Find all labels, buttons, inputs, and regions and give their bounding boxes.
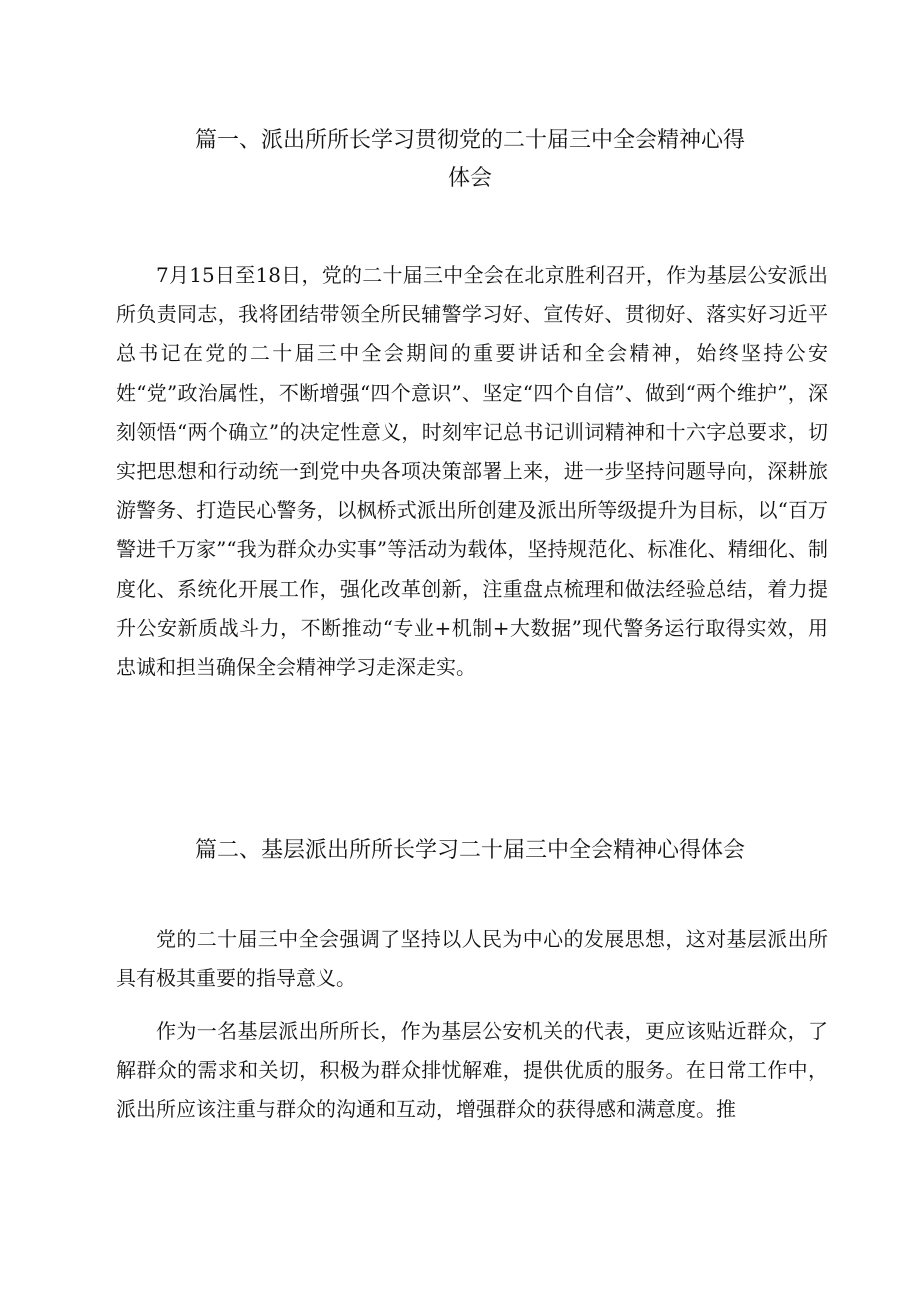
section2-title: 篇二、基层派出所所长学习二十届三中全会精神心得体会 — [194, 838, 745, 863]
section1-title-line2: 体会 — [447, 166, 492, 191]
section1-title-line1: 篇一、派出所所长学习贯彻党的二十届三中全会精神心得 — [194, 128, 745, 153]
section1-title — [110, 122, 830, 198]
section2-paragraph-2: 作为一名基层派出所所长，作为基层公安机关的代表，更应该贴近群众，了解群众的需求和关切，积极为群众排忧解难，提供优质的服务。在日常工作中，派出所应该注重与群众的沟通和互动，增强群众的获得感和满意度。推 — [116, 1019, 828, 1122]
section1-paragraph: 7月15日至18日，党的二十届三中全会在北京胜利召开，作为基层公安派出所负责同志，我将团结带领全所民辅警学习好、宣传好、贯彻好、落实好习近平总书记在党的二十届三中全会期间的重要讲话和全会精神，始终坚持公安姓“党”政治属性，不断增强“四个意识”、坚定“四个自信”、做到“两个维护”，深刻领悟“两个确立”的决定性意义，时刻牢记总书记训词精神和十六字总要求，切实把思想和行动统一到党中央各项决策部署上来，进一步坚持问题导向，深耕旅游警务、打造民心警务，以枫桥式派出所创建及派出所等级提升为目标，以“百万警进千万家”“我为群众办实事”等活动为载体，坚持规范化、标准化、精细化、制度化、系统化开展工作，强化改革创新，注重盘点梳理和做法经验总结，着力提升公安新质战斗力，不断推动“专业+机制+大数据”现代警务运行取得实效，用忠诚和担当确保全会精神学习走深走实。 — [116, 263, 828, 680]
section2-paragraph-1: 党的二十届三中全会强调了坚持以人民为中心的发展思想，这对基层派出所具有极其重要的指导意义。 — [116, 927, 828, 991]
